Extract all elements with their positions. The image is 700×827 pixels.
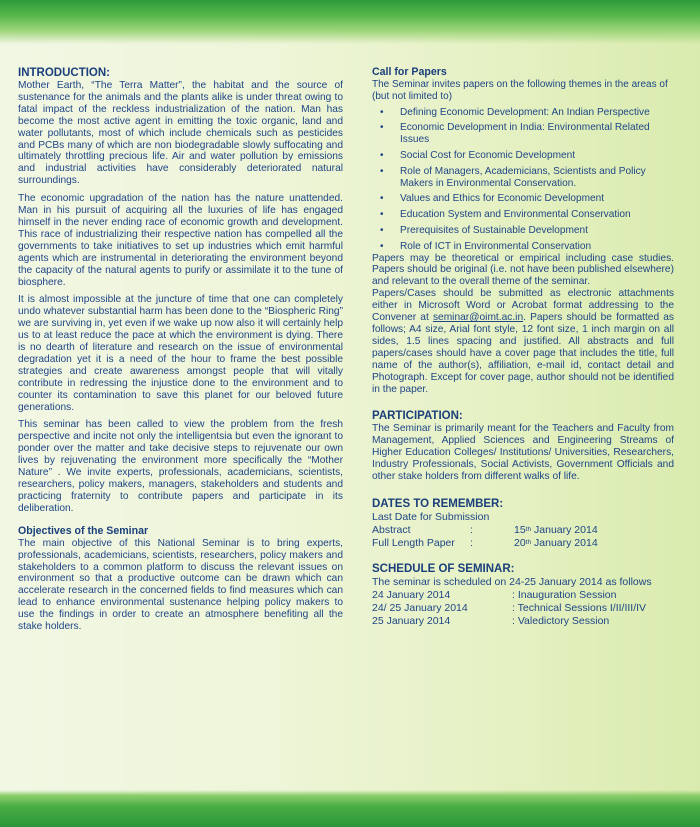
bullet-icon: •: [380, 165, 384, 177]
left-column: [18, 66, 343, 639]
bullet-icon: •: [380, 193, 384, 205]
introduction-heading: INTRODUCTION:: [18, 67, 110, 79]
guidelines-paragraph-1: Papers may be theoretical or empirical including case studies. Papers should be original (i.e. not have been published elsewhere) and relevant to the overall theme of the seminar.: [372, 252, 674, 288]
intro-paragraph-1: Mother Earth, “The Terra Matter”, the habitat and the source of sustenance for the animals and the plants alike is under threat owing to fatal impact of the reckless industrialization of the nation. Man has become the most active agent in emitting the toxic organic, land and water pollutants, most of which include chemicals such as pesticides and PCBs many of which are non biodegradable slowly suffocating and ultimately throttling precious life. Air and water pollution by emissions and industrial activities have considerably deteriorated natural surroundings.: [18, 80, 343, 187]
dates-heading: DATES TO REMEMBER:: [372, 497, 504, 510]
objectives-heading: Objectives of the Seminar: [18, 524, 149, 537]
top-green-band: [0, 0, 700, 44]
intro-paragraph-2: The economic upgradation of the nation has the nature unattended. Man in his pursuit of acquiring all the luxuries of life has engaged himself in the never ending race of economic growth and development. This race of industrializing their respective nation has compelled all the governments to take initiatives to set up industries which emit harmful agents which are instrumental in deteriorating the environment beyond the capacity of the natural agents to purify or assimilate it to the tune of biosphere.: [18, 193, 343, 288]
convener-email-link[interactable]: seminar@oimt.ac.in: [432, 312, 524, 324]
theme-item: • Defining Economic Development: An Indian Perspective: [380, 106, 650, 118]
call-for-papers-intro: The Seminar invites papers on the following themes in the areas of (but not limited to): [372, 79, 668, 102]
bullet-icon: •: [380, 106, 384, 118]
bullet-icon: •: [380, 240, 384, 252]
spacer: [372, 550, 674, 562]
bullet-icon: •: [380, 122, 384, 134]
objectives-paragraph: The main objective of this National Seminar is to bring experts, professionals, academicians, scientists, researchers, policy makers and stakeholders to a common platform to discuss the relevant issues on environment so that a productive outcome can be drawn which can accelerate research in the concerned fields to find measures which can lead to enhance environmental sustenance helping policy makers to use the findings in order to create an atmosphere benefiting all the stake holders.: [18, 537, 343, 633]
theme-item: • Prerequisites of Sustainable Development: [380, 224, 588, 236]
right-column: [372, 66, 674, 628]
dates-subheading: Last Date for Submission: [372, 510, 490, 523]
theme-item: • Values and Ethics for Economic Development: [380, 193, 605, 205]
schedule-row: 24/ 25 January 2014 : Technical Sessions I/II/III/IV: [372, 601, 647, 614]
theme-item: • Education System and Environmental Conservation: [380, 209, 631, 221]
schedule-intro: The seminar is scheduled on 24-25 January 2014 as follows: [372, 575, 652, 588]
bullet-icon: •: [380, 209, 384, 221]
bottom-green-band: [0, 790, 700, 827]
guidelines-paragraph-2: Papers/Cases should be submitted as electronic attachments either in Microsoft Word or Acrobat format addressing to the Convener at seminar@oimt.ac.in. Papers should be formatted as follows; A4 size, Arial font style, 12 font size, 1 inch margin on all sides, 1.5 lines spacing and justified. All abstracts and full papers/cases should have a cover page that includes the title, full name of the author(s), affiliation, e-mail id, contact detail and Photograph. Except for cover page, author should not be identified in the paper.: [372, 288, 674, 395]
theme-item: • Role of ICT in Environmental Conservation: [380, 240, 592, 252]
bullet-icon: •: [380, 224, 384, 236]
participation-heading: PARTICIPATION:: [372, 410, 463, 423]
themes-list: [372, 107, 674, 253]
bullet-icon: •: [380, 149, 384, 161]
participation-paragraph: The Seminar is primarily meant for the Teachers and Faculty from Management, Applied Sciences and Engineering Streams of Higher Education Colleges/ Institutions/ Universities, Researchers, Industry Professionals, Social Activists, Government Officials and other stake holders from different walks of life.: [372, 423, 674, 483]
spacer: [372, 401, 674, 409]
date-row-full-paper: Full Length Paper : 20th January 2014: [372, 536, 598, 549]
call-for-papers-heading: Call for Papers: [372, 66, 447, 78]
intro-paragraph-3: It is almost impossible at the juncture of time that one can completely undo whatever substantial harm has been done to the “Biospheric Ring” we are surviving in, yet even if we wake up now also it will certainly help us to at least reduce the pace at which the environment is dying. There is no dearth of literature and research on the issue of environmental degradation yet it is a need of the hour to frame the best possible strategies and create awareness amongst people that will vitally contribute in redressing the injustice done to the environment and to counter its contamination to save this planet for our beloved future generations.: [18, 294, 343, 413]
schedule-row: 25 January 2014 : Valedictory Session: [372, 614, 610, 627]
schedule-row: 24 January 2014 : Inauguration Session: [372, 588, 617, 601]
theme-item: • Social Cost for Economic Development: [380, 149, 576, 161]
schedule-heading: SCHEDULE OF SEMINAR:: [372, 562, 515, 575]
theme-item: • Economic Development in India: Environmental Related Issues: [380, 122, 650, 146]
date-row-abstract: Abstract : 15th January 2014: [372, 523, 598, 536]
theme-item: • Role of Managers, Academicians, Scientists and Policy Makers in Environmental Conservation.: [380, 165, 646, 189]
spacer: [372, 489, 674, 497]
intro-paragraph-4: This seminar has been called to view the problem from the fresh perspective and incite not only the intelligentsia but even the ignorant to ponder over the matter and take decisive steps to rejuvenate our own lives by rejuvenating the environment more specifically the “Mother Nature” . We invite experts, professionals, academicians, scientists, researchers, policy makers, managers, stakeholders and students and practicing fraternity to contribute papers and participate in its deliberation.: [18, 419, 343, 514]
